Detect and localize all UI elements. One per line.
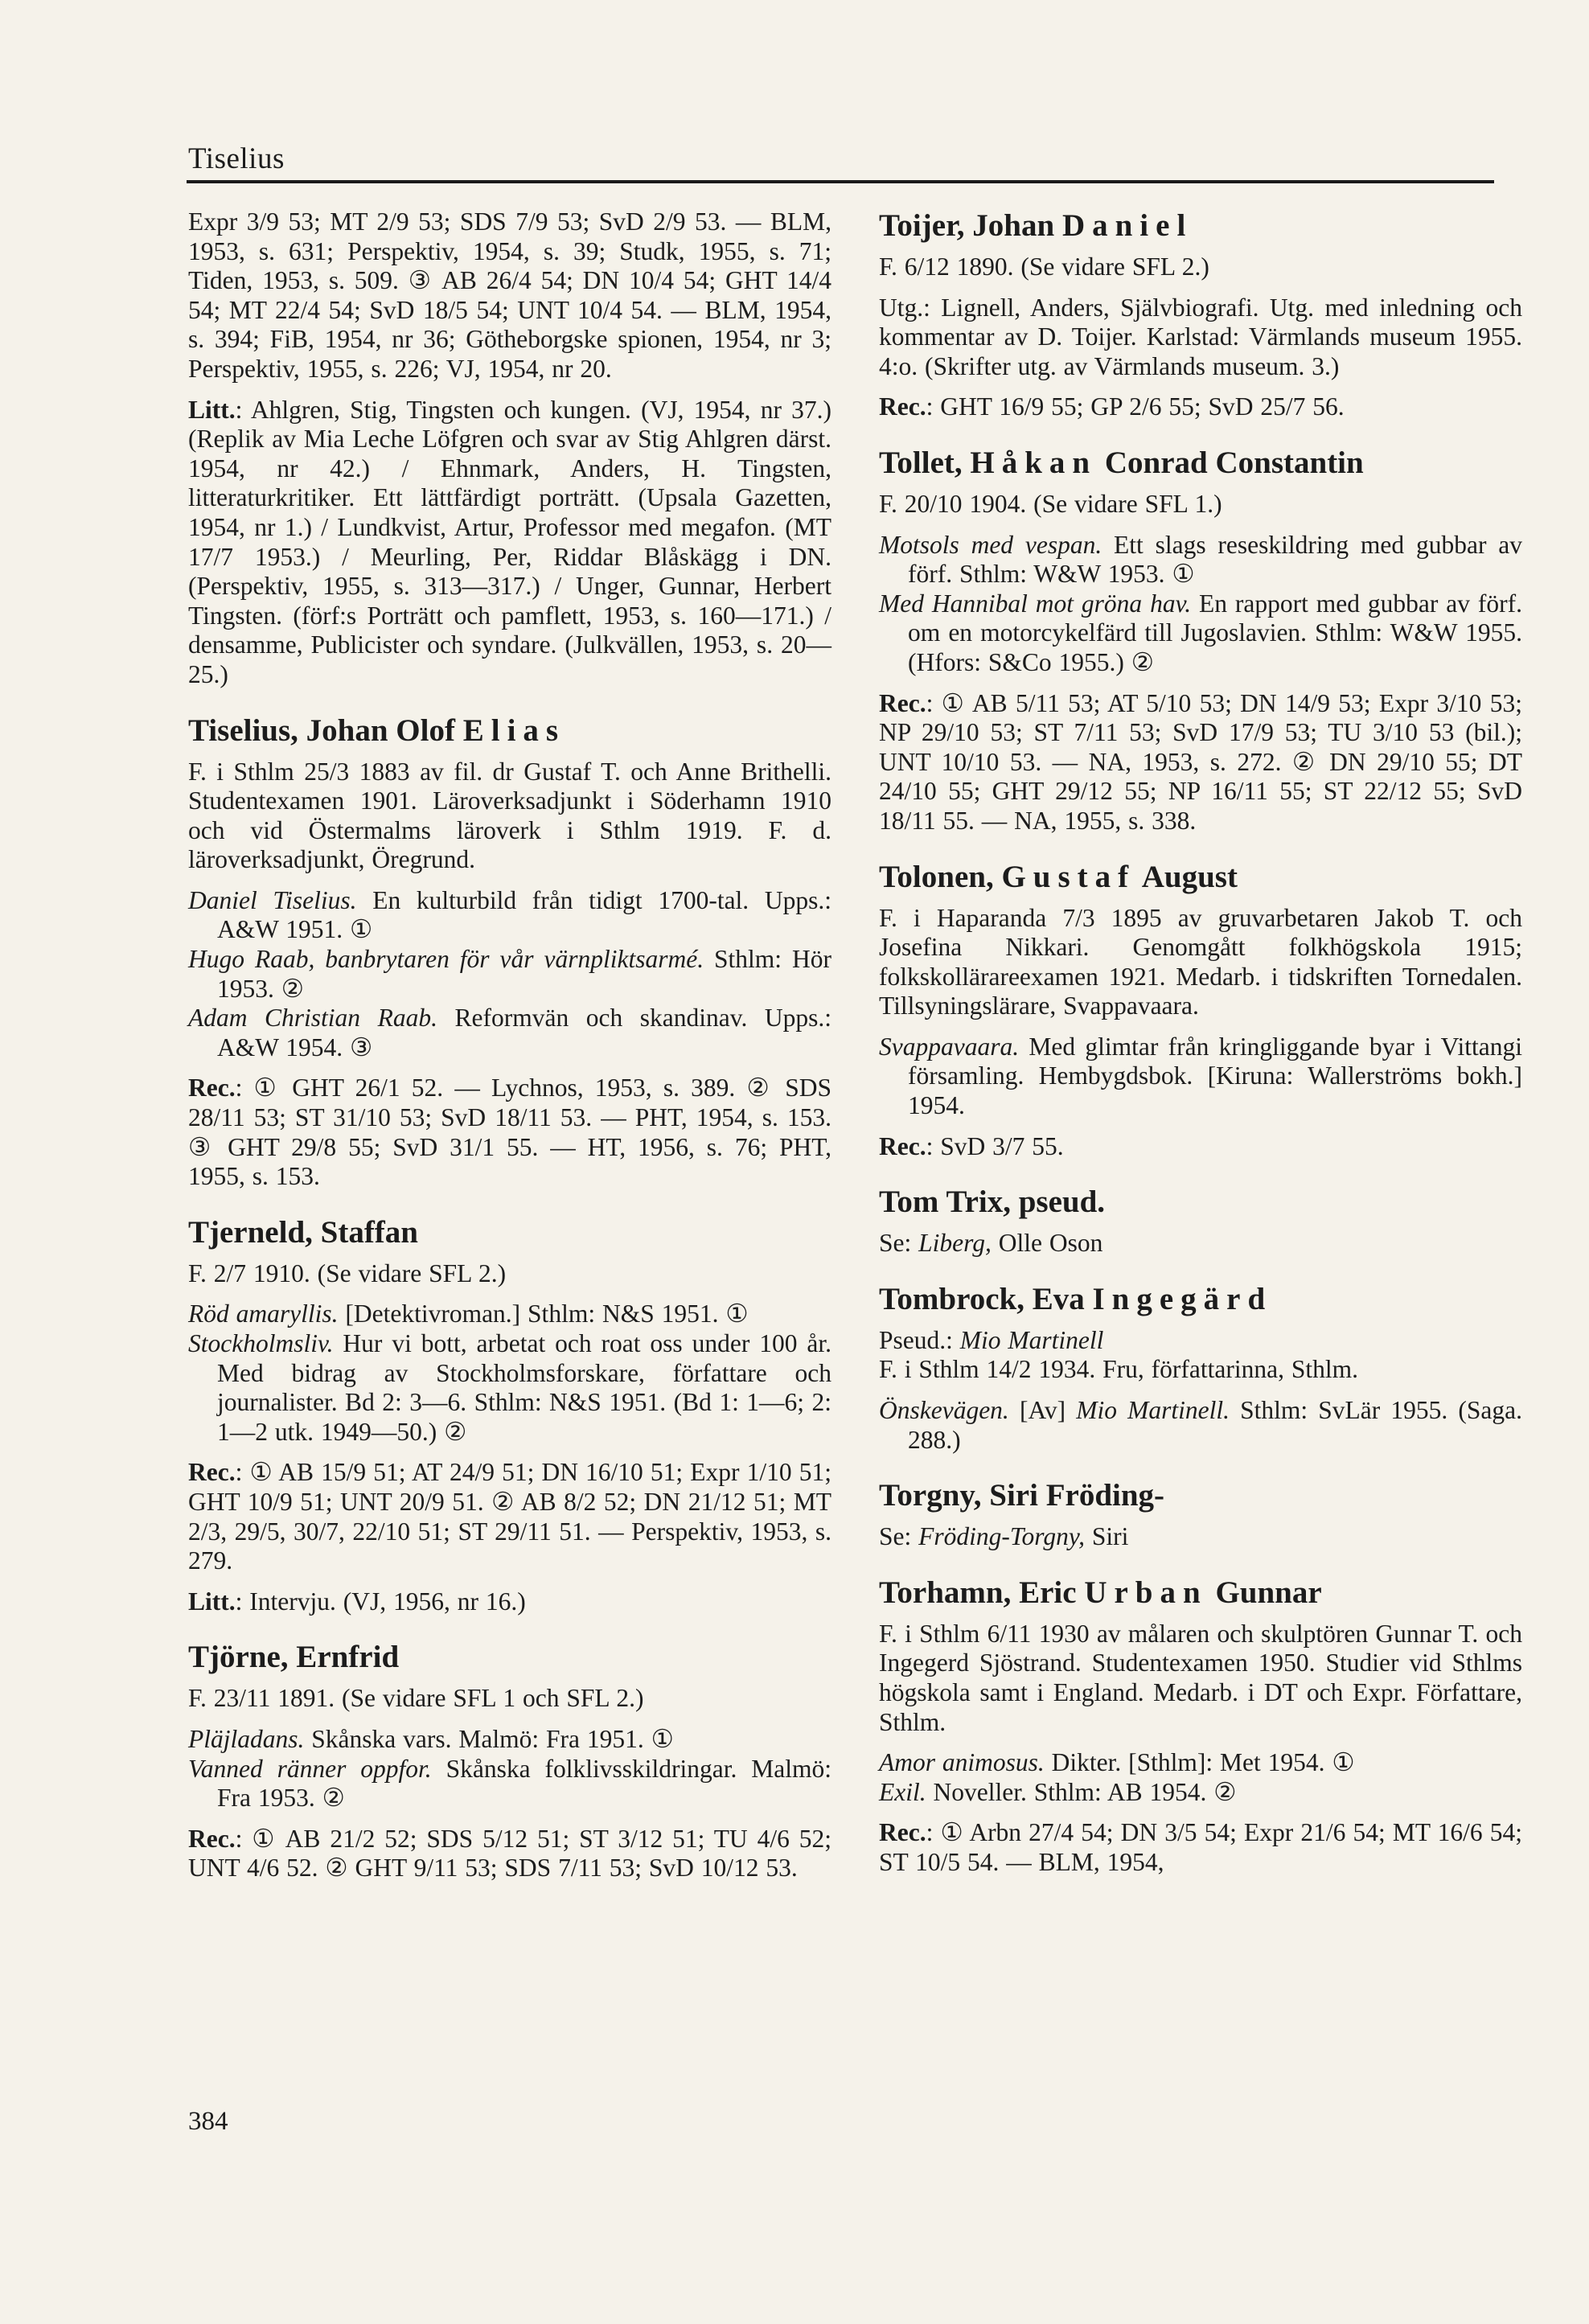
rec-label: Rec.: [879, 1818, 926, 1847]
entry-rec: [188, 1825, 831, 1883]
rec-label: Rec.: [188, 1458, 236, 1487]
rec-text: : ① AB 5/11 53; AT 5/10 53; DN 14/9 53; Expr 3/10 53; NP 29/10 53; ST 7/11 53; SvD 17/9 53; TU 3/10 53 (bil.); UNT 10/10 53. — NA, 1953, s. 272. ② DN 29/10 55; DT 24/10 55; GHT 29/12 55; NP 16/11 55; ST 22/12 55; SvD 18/11 55. — NA, 1955, s. 338.: [879, 688, 1522, 835]
heading-part: Tollet,: [879, 445, 971, 480]
entry-rec: [188, 1074, 831, 1191]
work-text: [Detektivroman.] Sthlm: N&S 1951. ①: [338, 1300, 749, 1328]
entry-heading: Tjerneld, Staffan: [188, 1214, 418, 1250]
litt-label: Litt.: [188, 395, 236, 424]
heading-spaced: Håkan: [970, 445, 1098, 480]
page-number: 384: [188, 2107, 228, 2136]
heading-part: Torhamn, Eric: [879, 1575, 1085, 1610]
rec-text: : ① AB 15/9 51; AT 24/9 51; DN 16/10 51; Expr 1/10 51; GHT 10/9 51; UNT 20/9 51. ② AB 8/2 52; DN 21/12 51; MT 2/3, 29/5, 30/7, 22/10 51; ST 29/11 51. — Perspektiv, 1953, s. 279.: [188, 1458, 831, 1575]
entry-work: [879, 1748, 1522, 1778]
see-ref: Liberg,: [918, 1229, 992, 1258]
entry-utg: Utg.: Lignell, Anders, Självbiografi. Utg. med inledning och kommentar av D. Toijer. Karlstad: Värmlands museum 1955. 4:o. (Skrifter utg. av Värmlands museum. 3.): [879, 293, 1522, 380]
see-ref: Fröding-Torgny,: [918, 1522, 1085, 1551]
entry-work: [188, 945, 831, 1004]
entry-heading: [879, 1281, 1522, 1318]
entry-bio: F. i Sthlm 14/2 1934. Fru, författarinna, Sthlm.: [879, 1355, 1358, 1384]
work-text: Sthlm: Hör 1953. ②: [217, 945, 832, 1003]
litt-label: Litt.: [188, 1587, 236, 1616]
heading-part: Tiselius, Johan Olof: [188, 712, 463, 748]
work-title: Vanned ränner oppfor.: [188, 1754, 432, 1783]
heading-spaced: Gustaf: [1001, 859, 1136, 894]
entry-work: [879, 531, 1522, 589]
work-title: Amor animosus.: [879, 1748, 1045, 1777]
pseud-label: Pseud.:: [879, 1325, 960, 1354]
entry-bio: F. 2/7 1910. (Se vidare SFL 2.): [188, 1258, 507, 1287]
entry-rec: [188, 1458, 831, 1575]
entry-rec: [879, 1818, 1522, 1877]
work-title: Motsols med vespan.: [879, 530, 1102, 559]
work-title: Hugo Raab, banbrytaren för vår värnpliktsarmé.: [188, 945, 704, 974]
work-text: En kulturbild från tidigt 1700-tal. Upps.: A&W 1951. ①: [217, 885, 831, 944]
work-text: En rapport med gubbar av förf. om en motorcykelfärd till Jugoslavien. Sthlm: W&W 1955. (Hfors: S&Co 1955.) ②: [908, 589, 1523, 676]
see-rest: Siri: [1084, 1522, 1129, 1551]
work-title: Pläjladans.: [188, 1724, 305, 1753]
entry-rec: [879, 392, 1522, 422]
work-title: Stockholmsliv.: [188, 1329, 334, 1357]
heading-spaced: Urban: [1084, 1575, 1208, 1610]
rec-text: : GHT 16/9 55; GP 2/6 55; SvD 25/7 56.: [926, 392, 1345, 421]
entry-heading: Tom Trix, pseud.: [879, 1185, 1106, 1220]
running-head: Tiselius: [188, 142, 285, 175]
heading-part: Gunnar: [1207, 1575, 1322, 1610]
litt-text: : Intervju. (VJ, 1956, nr 16.): [235, 1587, 526, 1616]
heading-part: August: [1135, 859, 1238, 894]
entry-work: [879, 1033, 1522, 1121]
work-text: Skånska folklivsskildringar. Malmö: Fra 1953. ②: [217, 1754, 831, 1813]
entry-work: [188, 1329, 831, 1447]
work-text: Sthlm: SvLär 1955. (Saga. 288.): [908, 1396, 1523, 1454]
work-text: Dikter. [Sthlm]: Met 1954. ①: [1044, 1748, 1355, 1777]
rec-label: Rec.: [188, 1824, 236, 1853]
work-title: Med Hannibal mot gröna hav.: [879, 589, 1192, 618]
heading-spaced: Elias: [462, 712, 566, 748]
entry-text: Expr 3/9 53; MT 2/9 53; SDS 7/9 53; SvD 2/9 53. — BLM, 1953, s. 631; Perspektiv, 1954, s. 39; Studk, 1955, s. 71; Tiden, 1953, s. 509. ③ AB 26/4 54; DN 10/4 54; GHT 14/4 54; MT 22/4 54; SvD 18/5 54; UNT 10/4 54. — BLM, 1954, s. 394; FiB, 1954, nr 36; Götheborgske spionen, 1954, nr 3; Perspektiv, 1955, s. 226; VJ, 1954, nr 20.: [188, 207, 831, 383]
see-rest: Olle Oson: [991, 1229, 1103, 1258]
heading-part: Conrad Constantin: [1097, 445, 1364, 480]
entry-rec: [879, 1132, 1522, 1162]
entry-work: [879, 1778, 1522, 1808]
entry-bio: F. 6/12 1890. (Se vidare SFL 2.): [879, 253, 1209, 281]
entry-work: [188, 1004, 831, 1062]
rec-label: Rec.: [879, 392, 926, 421]
entry-heading: [879, 207, 1522, 244]
heading-spaced: Daniel: [1061, 208, 1193, 243]
rec-text: : ① Arbn 27/4 54; DN 3/5 54; Expr 21/6 54; MT 16/6 54; ST 10/5 54. — BLM, 1954,: [879, 1818, 1522, 1876]
entry-heading: [879, 1575, 1522, 1612]
entry-heading: [879, 859, 1522, 896]
entry-see: [879, 1522, 1522, 1552]
work-title: Röd amaryllis.: [188, 1300, 339, 1328]
entry-work: [188, 1300, 831, 1329]
heading-part: Toijer, Johan: [879, 208, 1062, 243]
heading-part: Tolonen,: [879, 859, 1002, 894]
entry-litt: [188, 396, 831, 690]
see-label: Se:: [879, 1522, 919, 1551]
work-title: Önskevägen.: [879, 1396, 1009, 1425]
work-title: Exil.: [879, 1777, 926, 1806]
work-text: Reformvän och skandinav. Upps.: A&W 1954. ③: [217, 1004, 831, 1061]
work-author: Mio Martinell.: [1076, 1396, 1230, 1425]
entry-litt: [188, 1587, 831, 1617]
entry-heading: Tjörne, Ernfrid: [188, 1640, 400, 1675]
litt-text: : Ahlgren, Stig, Tingsten och kungen. (VJ, 1954, nr 37.) (Replik av Mia Leche Löfgren och svar av Stig Ahlgren därst. 1954, nr 42.) / Ehnmark, Anders, H. Tingsten, litteraturkritiker. Ett lättfärdigt porträtt. (Upsala Gazetten, 1954, nr 1.) / Lundkvist, Artur, Professor med megafon. (MT 17/7 1953.) / Meurling, Per, Riddar Blåskägg i DN. (Perspektiv, 1955, s. 313—317.) / Unger, Gunnar, Herbert Tingsten. (förf:s Porträtt och pamflett, 1953, s. 160—171.) / densamme, Publicister och syndare. (Julkvällen, 1953, s. 20—25.): [188, 395, 831, 688]
work-text: Ett slags reseskildring med gubbar av förf. Sthlm: W&W 1953. ①: [908, 530, 1522, 589]
left-column: [188, 207, 831, 1883]
entry-work: [188, 1755, 831, 1813]
entry-heading: [879, 445, 1522, 482]
right-column: [879, 207, 1522, 1878]
entry-work: [188, 1725, 831, 1755]
entry-bio: F. i Sthlm 25/3 1883 av fil. dr Gustaf T. och Anne Brithelli. Studentexamen 1901. Läroverksadjunkt i Söderhamn 1910 och vid Östermalms läroverk i Sthlm 1919. F. d. läroverksadjunkt, Öregrund.: [188, 757, 831, 874]
entry-heading: Torgny, Siri Fröding-: [879, 1478, 1165, 1513]
entry-bio: F. 20/10 1904. (Se vidare SFL 1.): [879, 489, 1222, 518]
work-title: Adam Christian Raab.: [188, 1004, 437, 1033]
work-text: Skånska vars. Malmö: Fra 1951. ①: [304, 1724, 674, 1753]
entry-work: [879, 1396, 1522, 1455]
work-title: Svappavaara.: [879, 1032, 1020, 1061]
entry-bio: F. 23/11 1891. (Se vidare SFL 1 och SFL 2.): [188, 1684, 644, 1713]
rec-text: : ① GHT 26/1 52. — Lychnos, 1953, s. 389. ② SDS 28/11 53; ST 31/10 53; SvD 18/11 53. — PHT, 1954, s. 153. ③ GHT 29/8 55; SvD 31/1 55. — HT, 1956, s. 76; PHT, 1955, s. 153.: [188, 1074, 831, 1191]
see-label: Se:: [879, 1229, 919, 1258]
work-text: Med glimtar från kringliggande byar i Vittangi församling. Hembygdsbok. [Kiruna: Wallerströms bokh.] 1954.: [908, 1032, 1522, 1120]
rec-label: Rec.: [879, 688, 926, 717]
rec-label: Rec.: [879, 1131, 926, 1160]
entry-work: [188, 886, 831, 945]
entry-pseud: [879, 1326, 1522, 1356]
rec-label: Rec.: [188, 1074, 236, 1102]
rec-text: : SvD 3/7 55.: [926, 1131, 1064, 1160]
entry-bio: F. i Sthlm 6/11 1930 av målaren och skulptören Gunnar T. och Ingegerd Sjöstrand. Studentexamen 1950. Studier vid Sthlms högskola samt i England. Medarb. i DT och Expr. Författare, Sthlm.: [879, 1619, 1522, 1736]
work-text: Noveller. Sthlm: AB 1954. ②: [926, 1777, 1237, 1806]
entry-work: [879, 589, 1522, 678]
entry-rec: [879, 689, 1522, 836]
entry-see: [879, 1229, 1522, 1258]
heading-spaced: Ingegärd: [1092, 1281, 1273, 1316]
header-rule: [187, 180, 1494, 183]
rec-text: : ① AB 21/2 52; SDS 5/12 51; ST 3/12 51; TU 4/6 52; UNT 4/6 52. ② GHT 9/11 53; SDS 7/11 53; SvD 10/12 53.: [188, 1824, 831, 1883]
work-text: [Av]: [1008, 1396, 1077, 1425]
pseud-name: Mio Martinell: [959, 1325, 1104, 1354]
entry-bio: F. i Haparanda 7/3 1895 av gruvarbetaren Jakob T. och Josefina Nikkari. Genomgått folkhögskola 1915; folkskollärareexamen 1921. Medarb. i tidskriften Tornedalen. Tillsyningslärare, Svappavaara.: [879, 903, 1522, 1020]
work-text: Hur vi bott, arbetat och roat oss under 100 år. Med bidrag av Stockholmsforskare, författare och journalister. Bd 2: 3—6. Sthlm: N&S 1951. (Bd 1: 1—6; 2: 1—2 utk. 1949—50.) ②: [217, 1329, 831, 1446]
entry-heading: [188, 712, 831, 749]
work-title: Daniel Tiselius.: [188, 885, 357, 914]
heading-part: Tombrock, Eva: [879, 1281, 1093, 1316]
